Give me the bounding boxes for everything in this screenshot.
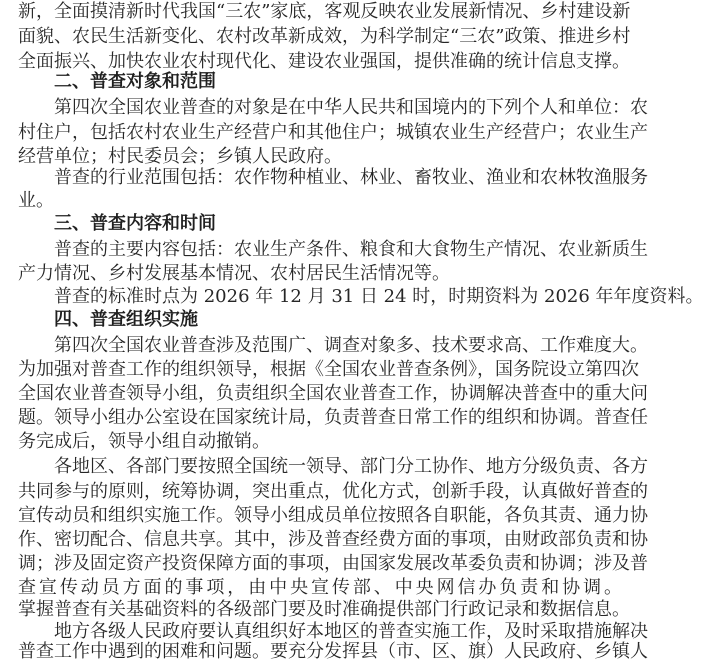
section-2-para-1-line-2: 村住户，包括农村农业生产经营户和其他住户；城镇农业生产经营户；农业生产 (18, 122, 648, 143)
section-4-para-2-line-5: 调；涉及固定资产投资保障方面的事项，由国家发展改革委负责和协调；涉及普 (18, 553, 648, 574)
section-4-para-2-line-6: 查宣传动员方面的事项，由中央宣传部、中央网信办负责和协调。 (18, 577, 622, 598)
section-4-para-2-line-4: 作、密切配合、信息共享。其中，涉及普查经费方面的事项，由财政部负责和协 (18, 529, 648, 550)
intro-line-2: 面貌、农民生活新变化、农村改革新成效，为科学制定“三农”政策、推进乡村 (18, 26, 631, 47)
intro-line-3: 全面振兴、加快农业农村现代化、建设农业强国，提供准确的统计信息支撑。 (18, 51, 630, 72)
section-4-para-2-line-3: 宣传动员和组织实施工作。领导小组成员单位按照各自职能，各负其责、通力协 (18, 505, 648, 526)
section-3-heading: 三、普查内容和时间 (54, 213, 216, 234)
section-2-para-2-line-1: 普查的行业范围包括：农作物种植业、林业、畜牧业、渔业和农林牧渔服务 (54, 167, 648, 188)
section-4-para-2-line-7: 掌握普查有关基础资料的各级部门要及时准确提供部门行政记录和数据信息。 (18, 599, 630, 620)
section-3-para-1-line-2: 产力情况、乡村发展基本情况、农村居民生活情况等。 (18, 263, 450, 284)
section-4-para-3-line-2: 普查工作中遇到的困难和问题。要充分发挥县（市、区、旗）人民政府、乡镇人 (18, 641, 648, 662)
section-2-para-1-line-3: 经营单位；村民委员会；乡镇人民政府。 (18, 146, 342, 167)
section-4-para-1-line-1: 第四次全国农业普查涉及范围广、调查对象多、技术要求高、工作难度大。 (54, 335, 648, 356)
section-2-para-2-line-2: 业。 (18, 190, 54, 211)
section-4-heading: 四、普查组织实施 (54, 309, 198, 330)
section-4-para-1-line-3: 全国农业普查领导小组，负责组织全国农业普查工作，协调解决普查中的重大问 (18, 383, 648, 404)
section-4-para-3-line-1: 地方各级人民政府要认真组织好本地区的普查实施工作，及时采取措施解决 (54, 621, 648, 642)
intro-line-1: 新，全面摸清新时代我国“三农”家底，客观反映农业发展新情况、乡村建设新 (18, 1, 631, 22)
section-2-para-1-line-1: 第四次全国农业普查的对象是在中华人民共和国境内的下列个人和单位：农 (54, 97, 648, 118)
section-4-para-1-line-2: 为加强对普查工作的组织领导，根据《全国农业普查条例》，国务院设立第四次 (18, 359, 639, 380)
section-4-para-2-line-2: 共同参与的原则，统筹协调，突出重点，优化方式，创新手段，认真做好普查的 (18, 481, 648, 502)
section-3-para-1-line-1: 普查的主要内容包括：农业生产条件、粮食和大食物生产情况、农业新质生 (54, 239, 648, 260)
section-4-para-1-line-5: 务完成后，领导小组自动撤销。 (18, 431, 270, 452)
section-2-heading: 二、普查对象和范围 (54, 71, 216, 92)
section-4-para-2-line-1: 各地区、各部门要按照全国统一领导、部门分工协作、地方分级负责、各方 (54, 456, 648, 477)
section-4-para-1-line-4: 题。领导小组办公室设在国家统计局，负责普查日常工作的组织和协调。普查任 (18, 407, 648, 428)
section-3-para-2-line-1: 普查的标准时点为 2026 年 12 月 31 日 24 时，时期资料为 2026 年年度资料。 (54, 286, 704, 307)
